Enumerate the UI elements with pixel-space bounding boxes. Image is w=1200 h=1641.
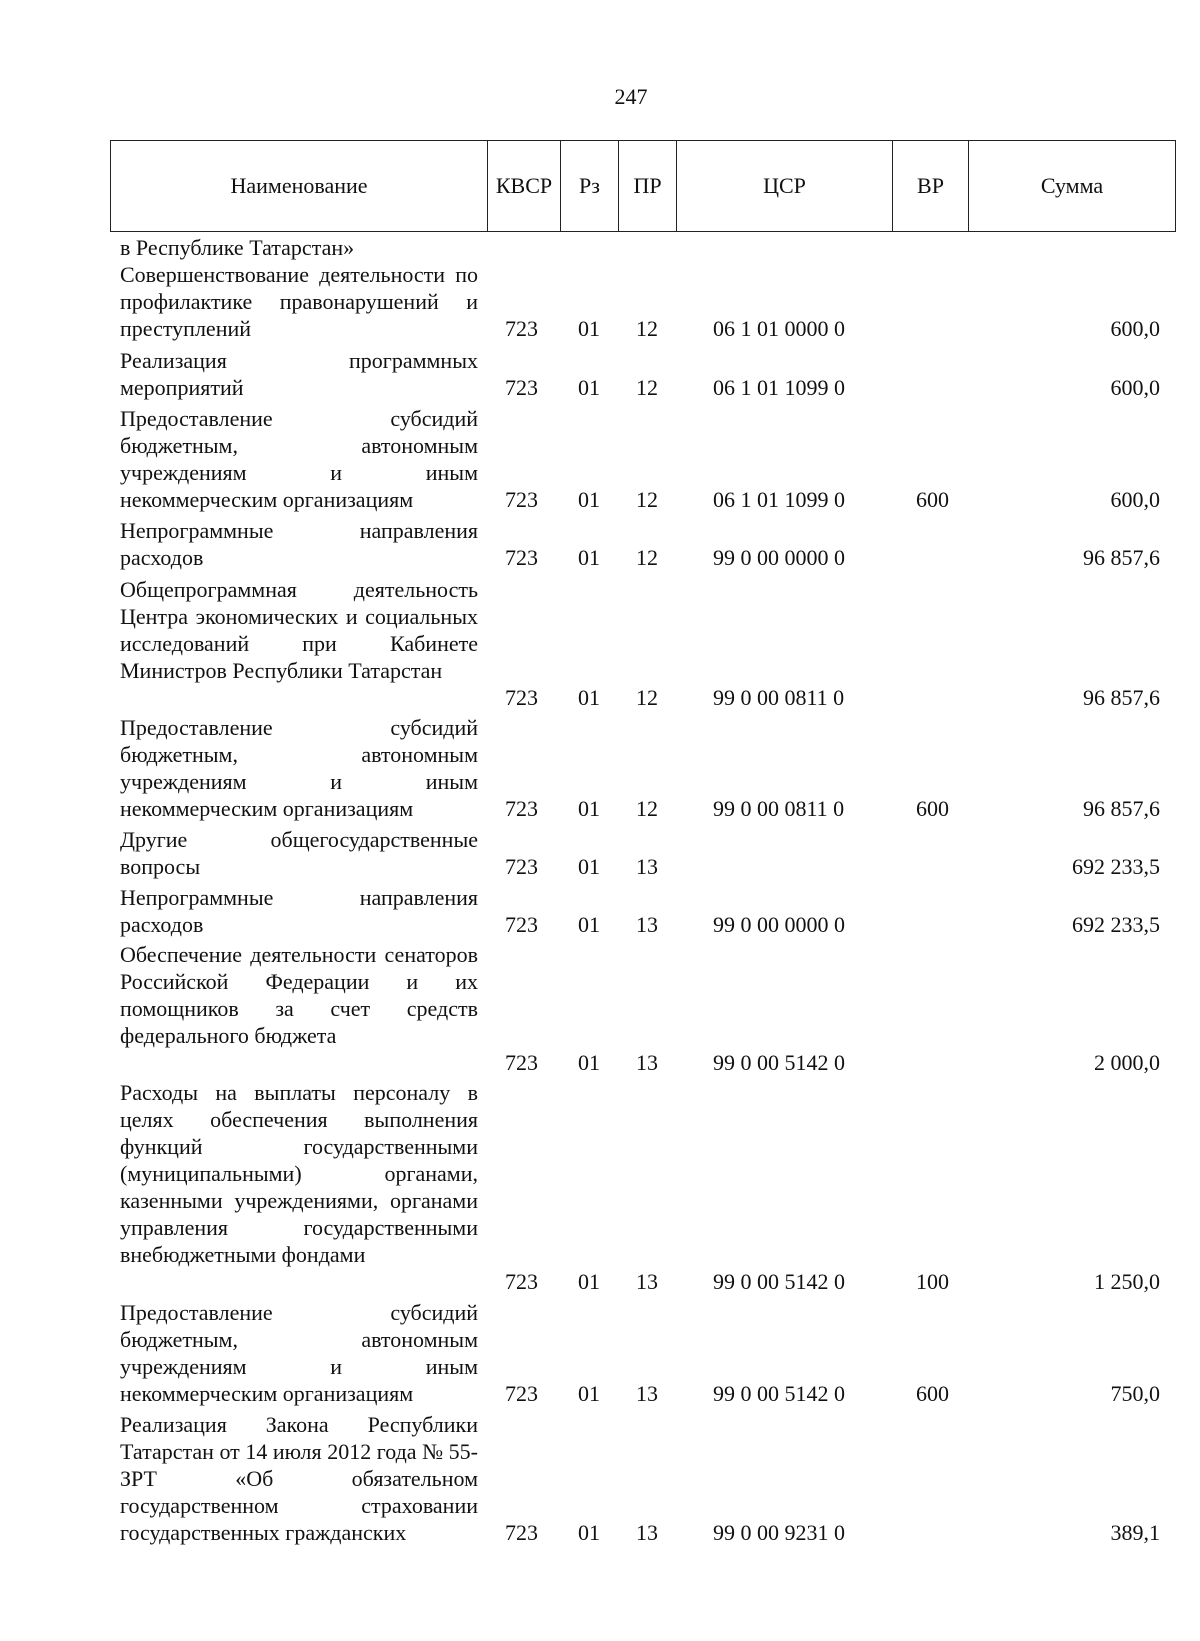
header-kvsr: КВСР [488,141,561,232]
table-row [0,826,1200,880]
row-kvsr: 723 [505,685,538,710]
row-rz: 01 [578,912,600,937]
header-rz: Рз [561,141,619,232]
row-sum: 750,0 [1110,1381,1160,1406]
row-rz: 01 [578,545,600,570]
table-header [110,140,1176,232]
row-name: Реализация программных мероприятий [120,348,478,400]
table-row [0,347,1200,401]
row-rz: 01 [578,487,600,512]
row-rz: 01 [578,1050,600,1075]
row-pr: 13 [636,854,658,879]
row-vr: 600 [916,1381,949,1406]
row-csr: 99 0 00 0811 0 [713,796,845,821]
table-row [0,261,1200,342]
row-kvsr: 723 [505,375,538,400]
row-pr: 12 [636,487,658,512]
row-csr: 99 0 00 5142 0 [713,1269,845,1294]
row-pr: 12 [636,685,658,710]
row-name: в Республике Татарстан» [120,235,355,260]
row-pr: 12 [636,375,658,400]
row-name: Реализация Закона Республики Татарстан от 14 июля 2012 года № 55-ЗРТ «Об обязательном государственном страховании государственных гражданских [120,1412,478,1545]
row-kvsr: 723 [505,854,538,879]
table-row [0,517,1200,571]
table-row [0,884,1200,938]
row-name: Предоставление субсидий бюджетным, автономным учреждениям и иным некоммерческим организациям [120,406,478,512]
row-csr: 06 1 01 0000 0 [713,316,845,341]
row-name: Обеспечение деятельности сенаторов Российской Федерации и их помощников за счет средств федерального бюджета [120,942,478,1048]
table-row [0,1079,1200,1295]
row-kvsr: 723 [505,487,538,512]
table-row [0,576,1200,711]
row-rz: 01 [578,685,600,710]
header-name: Наименование [111,141,488,232]
row-rz: 01 [578,1269,600,1294]
row-csr: 99 0 00 5142 0 [713,1381,845,1406]
row-kvsr: 723 [505,1050,538,1075]
table-row [0,714,1200,822]
row-kvsr: 723 [505,545,538,570]
table-row [0,1299,1200,1407]
row-kvsr: 723 [505,1520,538,1545]
row-rz: 01 [578,1520,600,1545]
row-sum: 600,0 [1110,316,1160,341]
row-vr: 600 [916,796,949,821]
row-name: Непрограммные направления расходов [120,518,478,570]
row-name: Расходы на выплаты персоналу в целях обеспечения выполнения функций государственными (муниципальными) органами, казенными учреждениями, органами управления государственными внебюджетными фондами [120,1080,478,1267]
row-sum: 600,0 [1110,487,1160,512]
header-pr: ПР [619,141,677,232]
row-kvsr: 723 [505,796,538,821]
header-vr: ВР [893,141,969,232]
row-kvsr: 723 [505,912,538,937]
row-sum: 1 250,0 [1094,1269,1160,1294]
row-name: Предоставление субсидий бюджетным, автономным учреждениям и иным некоммерческим организациям [120,1300,478,1406]
row-vr: 100 [916,1269,949,1294]
row-sum: 96 857,6 [1083,685,1160,710]
row-rz: 01 [578,854,600,879]
row-pr: 12 [636,545,658,570]
row-sum: 600,0 [1110,375,1160,400]
row-kvsr: 723 [505,1381,538,1406]
row-sum: 692 233,5 [1072,912,1160,937]
row-pr: 13 [636,1381,658,1406]
row-csr: 06 1 01 1099 0 [713,375,845,400]
row-pr: 12 [636,316,658,341]
row-csr: 99 0 00 5142 0 [713,1050,845,1075]
row-vr: 600 [916,487,949,512]
row-csr: 99 0 00 0811 0 [713,685,845,710]
row-pr: 13 [636,1050,658,1075]
row-pr: 13 [636,1520,658,1545]
row-csr: 99 0 00 9231 0 [713,1520,845,1545]
row-rz: 01 [578,1381,600,1406]
row-csr: 99 0 00 0000 0 [713,912,845,937]
table-row [0,1411,1200,1546]
row-rz: 01 [578,375,600,400]
row-csr: 06 1 01 1099 0 [713,487,845,512]
row-pr: 13 [636,1269,658,1294]
page-number: 247 [614,84,648,109]
row-csr: 99 0 00 0000 0 [713,545,845,570]
row-name: Другие общегосударственные вопросы [120,827,478,879]
header-sum: Сумма [969,141,1176,232]
header-csr: ЦСР [677,141,893,232]
row-sum: 96 857,6 [1083,796,1160,821]
table-row [0,941,1200,1076]
table-row [0,234,1200,261]
row-name: Непрограммные направления расходов [120,885,478,937]
row-sum: 2 000,0 [1094,1050,1160,1075]
row-sum: 692 233,5 [1072,854,1160,879]
table-row [0,405,1200,513]
row-sum: 389,1 [1110,1520,1160,1545]
row-name: Совершенствование деятельности по профилактике правонарушений и преступлений [120,262,478,341]
row-sum: 96 857,6 [1083,545,1160,570]
row-kvsr: 723 [505,1269,538,1294]
row-rz: 01 [578,316,600,341]
row-name: Предоставление субсидий бюджетным, автономным учреждениям и иным некоммерческим организациям [120,715,478,821]
row-kvsr: 723 [505,316,538,341]
row-name: Общепрограммная деятельность Центра экономических и социальных исследований при Кабинете Министров Республики Татарстан [120,577,478,683]
row-rz: 01 [578,796,600,821]
row-pr: 13 [636,912,658,937]
row-pr: 12 [636,796,658,821]
